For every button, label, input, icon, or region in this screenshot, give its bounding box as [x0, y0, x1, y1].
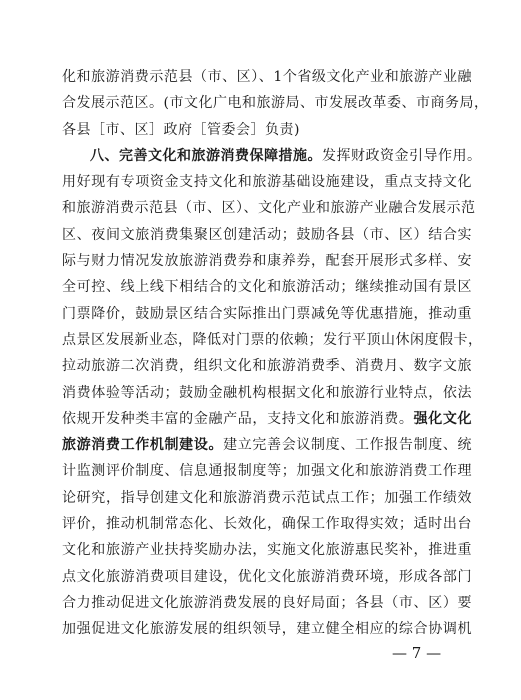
text-line [62, 301, 472, 327]
text-run: 建立完善会议制度、工作报告制度、统 [223, 437, 473, 454]
text-line [62, 353, 472, 379]
text-line [62, 143, 482, 169]
text-run: 化和旅游消费示范县（市、区）、1个省级文化产业和旅游产业融 [62, 69, 472, 85]
text-run: 发挥财政资金引导作用。 [322, 147, 482, 164]
text-line [62, 432, 472, 458]
text-line [62, 195, 476, 221]
text-line [62, 380, 472, 406]
text-run: 拉动旅游二次消费，组织文化和旅游消费季、消费月、数字文旅 [62, 358, 472, 375]
text-line [62, 616, 472, 642]
bold-text-run: 旅游消费工作机制建设。 [62, 437, 224, 454]
text-run: 点景区发展新业态，降低对门票的依赖；发行平顶山休闲度假卡， [62, 331, 483, 348]
text-line [62, 537, 472, 563]
text-run: 评价，推动机制常态化、长效化，确保工作取得实效；适时出台 [62, 516, 472, 533]
page-number: — 7 — [392, 644, 442, 662]
text-line [62, 458, 472, 484]
text-line [62, 564, 472, 590]
paragraph [62, 64, 489, 143]
text-run: 计监测评价制度、信息通报制度等；加强文化和旅游消费工作理 [62, 463, 472, 480]
text-line [62, 64, 472, 90]
text-run: 点文化旅游消费项目建设，优化文化旅游消费环境，形成各部门 [62, 568, 472, 585]
text-run: 全可控、线上线下相结合的文化和旅游活动；继续推动国有景区 [62, 279, 472, 296]
text-line [62, 511, 472, 537]
text-line [62, 590, 472, 616]
text-line [62, 485, 472, 511]
bold-text-run: 强化文化 [413, 410, 473, 427]
document-body [62, 64, 489, 643]
text-run: 加强促进文化旅游发展的组织领导，建立健全相应的综合协调机 [62, 621, 472, 638]
text-run: 区、夜间文旅消费集聚区创建活动；鼓励各县（市、区）结合实 [62, 226, 472, 243]
text-run: 各县［市、区］政府［管委会］负责) [62, 121, 300, 138]
text-run: 消费体验等活动；鼓励金融机构根据文化和旅游行业特点，依法 [62, 384, 472, 401]
text-line [62, 90, 489, 116]
text-line [62, 327, 483, 353]
text-run: 际与财力情况发放旅游消费券和康养券，配套开展形式多样、安 [62, 253, 472, 270]
text-line [62, 248, 472, 274]
text-line [62, 274, 472, 300]
text-line [62, 169, 472, 195]
text-run: 门票降价，鼓励景区结合实际推出门票减免等优惠措施，推动重 [62, 305, 472, 322]
text-run: 用好现有专项资金支持文化和旅游基础设施建设，重点支持文化 [62, 174, 472, 191]
text-line [62, 222, 472, 248]
text-run: 合发展示范区。(市文化广电和旅游局、市发展改革委、市商务局， [62, 95, 489, 112]
text-line [62, 117, 472, 143]
text-run: 和旅游消费示范县（市、区）、文化产业和旅游产业融合发展示范 [62, 200, 476, 217]
text-run: 合力推动促进文化旅游消费发展的良好局面；各县（市、区）要 [62, 594, 472, 611]
text-run: 依规开发种类丰富的金融产品，支持文化和旅游消费。 [62, 410, 414, 427]
text-run: 文化和旅游产业扶持奖励办法，实施文化旅游惠民奖补，推进重 [62, 542, 472, 559]
paragraph [62, 143, 483, 643]
text-line [62, 406, 472, 432]
text-run: 论研究，指导创建文化和旅游消费示范试点工作；加强工作绩效 [62, 489, 472, 506]
bold-text-run: 八、完善文化和旅游消费保障措施。 [90, 147, 322, 164]
